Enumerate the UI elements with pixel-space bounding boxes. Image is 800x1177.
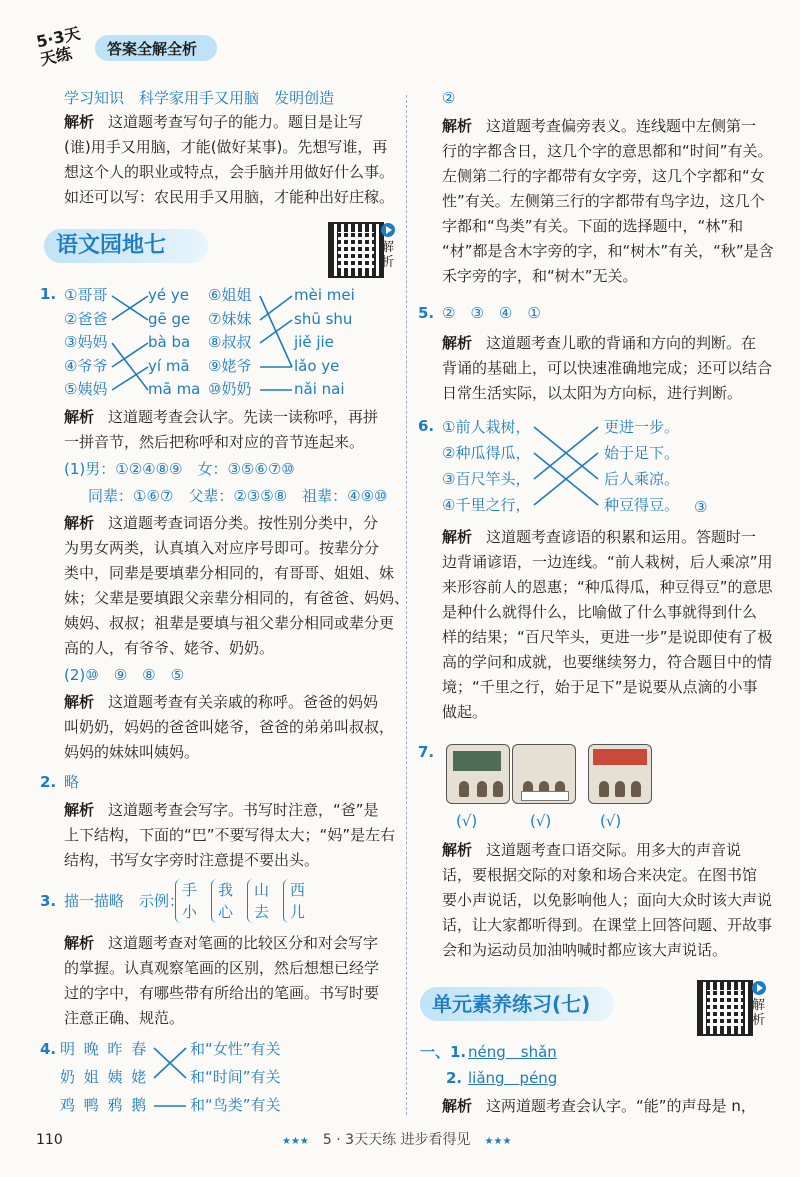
text-line: 性”有关。左侧第三行的字都带有鸟字边，这几个: [442, 192, 765, 210]
header-title: [95, 35, 217, 61]
text-line: 妹；父辈是要填跟父亲辈分相同的，有爸爸、妈妈、: [64, 589, 410, 607]
answer-line: ②: [442, 89, 456, 107]
q4-category: 和“时间”有关: [190, 1068, 281, 1086]
q4-chars: 奶 姐 姨 姥: [60, 1068, 149, 1086]
text-line: 高的人，有爷爷、姥爷、奶奶。: [64, 639, 275, 657]
text-line: 话，要根据交际的对象和场合来决定。在图书馆: [442, 866, 758, 884]
q1-mid-list: yé ye gē ge bà ba yí mā mā ma: [148, 286, 201, 398]
q6-left-list: ①前人栽树， ②种瓜得瓜， ③百尺竿头， ④千里之行，: [442, 418, 531, 514]
qr-code-icon[interactable]: [328, 222, 384, 278]
q4-chars: 明 晚 昨 春: [60, 1040, 149, 1058]
answer-line: 描一描略 示例：: [64, 892, 185, 910]
text-line: 结构，书写女字旁时注意提不要出头。: [64, 851, 320, 869]
answer-line: 同辈：①⑥⑦ 父辈：②③⑤⑧ 祖辈：④⑨⑩: [88, 487, 388, 505]
text-line: (谁)用手又用脑，才能(做好某事)。先想写谁，再: [64, 138, 388, 156]
q3-pairs: 手 小我 心山 去西 儿: [175, 879, 305, 923]
analysis-1: 解析 这道题考查写句子的能力。题目是让写: [64, 113, 364, 131]
question-number: 一、1.: [420, 1043, 467, 1061]
text-line: 类中，同辈是要填辈分相同的，有哥哥、姐姐、妹: [64, 564, 395, 582]
question-number: 4.: [40, 1040, 57, 1058]
q1-left-list: ①哥哥 ②爸爸 ③妈妈 ④爷爷 ⑤姨妈: [64, 286, 108, 398]
section-title-yuwenyuandi: 语文园地七: [44, 229, 208, 263]
analysis-r5: 解析 这两道题考查会认字。“能”的声母是 n，: [442, 1097, 756, 1115]
answer-line: (1)男：①②④⑧⑨ 女：③⑤⑥⑦⑩: [64, 460, 295, 478]
text-line: 过的字中，有哪些带有所给出的笔画。书写时要: [64, 984, 380, 1002]
q1-right-list: mèi mei shū shu jiě jie lǎo ye nǎi nai: [294, 286, 355, 398]
play-icon[interactable]: [381, 223, 395, 237]
logo-text: 5·3天天练: [34, 23, 82, 70]
text-line: 行的字都含日，这几个字的意思都和“时间”有关。: [442, 142, 773, 160]
qr-code-icon[interactable]: [697, 980, 753, 1036]
text-line: 做起。: [442, 703, 488, 721]
pinyin-answer: liǎng péng: [468, 1069, 558, 1087]
question-number: 1.: [40, 285, 57, 303]
text-line: 字都和“鸟类”有关。下面的选择题中，“林”和: [442, 217, 744, 235]
text-line: 左侧第二行的字都带有女字旁，这几个字都和“女: [442, 167, 765, 185]
intro-line: 学习知识 科学家用手又用脑 发明创造: [64, 89, 335, 107]
text-line: 妈妈的妹妹叫姨妈。: [64, 743, 200, 761]
analysis-6: 解析 这道题考查对笔画的比较区分和对会写字: [64, 934, 379, 952]
text-line: 姨妈、叔叔；祖辈是要填与祖父辈分相同或辈分更: [64, 614, 395, 632]
question-number: 6.: [418, 417, 435, 435]
jiexi-vertical: 解 析: [752, 998, 766, 1028]
footer-slogan: ★★★ 5 · 3天天练 进步看得见 ★★★: [282, 1132, 512, 1148]
question-number: 5.: [418, 304, 435, 322]
q1-match-lines-right: [258, 284, 296, 402]
answer-line: ② ③ ④ ①: [442, 304, 541, 322]
q6-match-lines: [530, 414, 602, 518]
question-number: 2.: [446, 1069, 463, 1087]
text-line: “材”都是含木字旁的字，和“树木”有关，“秋”是含: [442, 242, 774, 260]
text-line: 来形容前人的恩惠；“种瓜得瓜，种豆得豆”的意思: [442, 578, 773, 596]
answer-mark: ③: [694, 498, 708, 516]
header-logo: [34, 23, 90, 70]
text-line: 想这个人的职业或特点，会手脑并用做好什么事。: [64, 163, 395, 181]
header-title-text: 答案全解全析: [107, 40, 198, 58]
text-line: 话，让大家都听得到。在课堂上回答问题、开故事: [442, 916, 773, 934]
scene-image-library: [446, 744, 510, 804]
analysis-r1: 解析 这道题考查偏旁表义。连线题中左侧第一: [442, 117, 757, 135]
analysis-r2: 解析 这道题考查儿歌的背诵和方向的判断。在: [442, 334, 757, 352]
q4-category: 和“鸟类”有关: [190, 1096, 281, 1114]
text-line: 如还可以写：农民用手又用脑，才能种出好庄稼。: [64, 188, 395, 206]
check-mark: (√): [456, 812, 478, 830]
analysis-4: 解析 这道题考查有关亲戚的称呼。爸爸的妈妈: [64, 693, 379, 711]
text-line: 边背诵谚语，一边连线。“前人栽树，后人乘凉”用: [442, 553, 773, 571]
text-line: 的掌握。认真观察笔画的区别，然后想想已经学: [64, 959, 380, 977]
section-title-danyuan: 单元素养练习(七): [420, 987, 614, 1021]
analysis-2: 解析 这道题考查会认字。先读一读称呼，再拼: [64, 408, 379, 426]
analysis-5: 解析 这道题考查会写字。书写时注意，“爸”是: [64, 801, 379, 819]
q6-right-list: 更进一步。 始于足下。 后人乘凉。 种豆得豆。: [604, 418, 680, 514]
analysis-3: 解析 这道题考查词语分类。按性别分类中，分: [64, 514, 379, 532]
text-line: 上下结构，下面的“巴”不要写得太大；“妈”是左右: [64, 826, 396, 844]
text-line: 一拼音节，然后把称呼和对应的音节连起来。: [64, 433, 365, 451]
jiexi-vertical: 解 析: [381, 240, 395, 270]
text-line: 背诵的基础上，可以快速准确地完成；还可以结合: [442, 359, 773, 377]
q1-match-lines-left: [110, 284, 152, 402]
check-mark: (√): [600, 812, 622, 830]
text-line: 叫奶奶，妈妈的爸爸叫姥爷，爸爸的弟弟叫叔叔，: [64, 718, 395, 736]
answer-line: 略: [64, 773, 80, 791]
q4-match-lines: [150, 1042, 192, 1114]
play-icon[interactable]: [752, 981, 766, 995]
pinyin-answer: néng shǎn: [468, 1043, 557, 1061]
text-line: 是种什么就得什么，比喻做了什么事就得到什么: [442, 603, 758, 621]
question-number: 3.: [40, 892, 57, 910]
page-number: 110: [36, 1132, 63, 1148]
text-line: 日常生活实际，以太阳为方向标，进行判断。: [442, 384, 743, 402]
scene-image-stadium: [588, 744, 652, 804]
q1-right-left-list: ⑥姐姐 ⑦妹妹 ⑧叔叔 ⑨姥爷 ⑩奶奶: [208, 286, 252, 398]
scene-image-classroom: [512, 744, 576, 804]
question-number: 2.: [40, 773, 57, 791]
text-line: 高的学问和成就，也要继续努力，符合题目中的情: [442, 653, 773, 671]
question-number: 7.: [418, 743, 435, 761]
analysis-r3: 解析 这道题考查谚语的积累和运用。答题时一: [442, 528, 757, 546]
text-line: 境；“千里之行，始于足下”是说要从点滴的小事: [442, 678, 758, 696]
text-line: 样的结果；“百尺竿头，更进一步”是说即使有了极: [442, 628, 773, 646]
q4-category: 和“女性”有关: [190, 1040, 281, 1058]
text-line: 注意正确、规范。: [64, 1009, 185, 1027]
text-line: 为男女两类，认真填入对应序号即可。按辈分分: [64, 539, 380, 557]
text-line: 禾字旁的字，和“树木”无关。: [442, 267, 638, 285]
text-line: 要小声说话，以免影响他人；面向大众时该大声说: [442, 891, 773, 909]
analysis-r4: 解析 这道题考查口语交际。用多大的声音说: [442, 841, 742, 859]
check-mark: (√): [530, 812, 552, 830]
q4-chars: 鸡 鸭 鸦 鹅: [60, 1096, 149, 1114]
text-line: 会和为运动员加油呐喊时都应该大声说话。: [442, 941, 728, 959]
answer-line: (2)⑩ ⑨ ⑧ ⑤: [64, 666, 185, 684]
